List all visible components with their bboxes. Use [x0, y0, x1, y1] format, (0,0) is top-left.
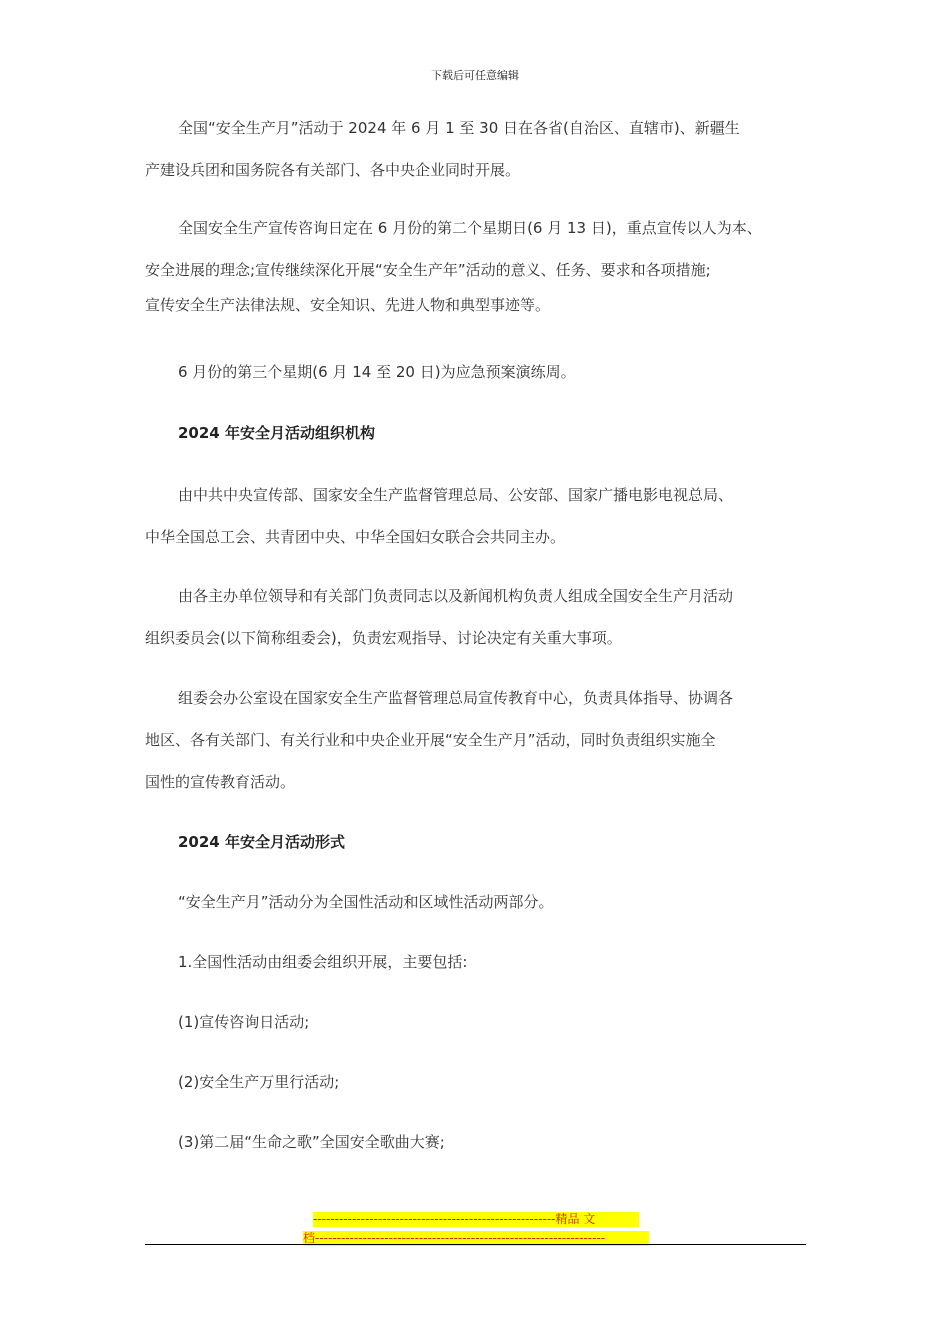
paragraph-activity-split	[145, 881, 810, 923]
text-line: 全国安全生产宣传咨询日定在 6 月份的第二个星期日(6 月 13 日)，重点宣传以人为本、	[178, 219, 762, 237]
list-item	[145, 1121, 810, 1163]
list-item-text: (3)第二届“生命之歌”全国安全歌曲大赛;	[178, 1133, 445, 1151]
text-line: 1.全国性活动由组委会组织开展，主要包括:	[178, 953, 468, 971]
footer-line: 档-------------------------------------------------------------------	[303, 1231, 649, 1246]
text-line: 组织委员会(以下简称组委会)，负责宏观指导、讨论决定有关重大事项。	[145, 629, 622, 647]
text-line: 中华全国总工会、共青团中央、中华全国妇女联合会共同主办。	[145, 528, 566, 546]
section-heading-organization	[145, 412, 810, 454]
list-item-text: (2)安全生产万里行活动;	[178, 1073, 340, 1091]
page-header: 下载后可任意编辑	[431, 69, 519, 82]
paragraph-activity-dates	[145, 107, 810, 191]
list-item-text: (1)宣传咨询日活动;	[178, 1013, 310, 1031]
paragraph-organizers	[145, 474, 810, 558]
footer-line: --------------------------------------------------------精品 文	[313, 1212, 639, 1227]
text-line: 地区、各有关部门、有关行业和中央企业开展“安全生产月”活动，同时负责组织实施全	[145, 731, 716, 749]
text-line: 由中共中央宣传部、国家安全生产监督管理总局、公安部、国家广播电影电视总局、	[178, 486, 734, 504]
list-item	[145, 1061, 810, 1103]
text-line: 全国“安全生产月”活动于 2024 年 6 月 1 至 30 日在各省(自治区、直辖市)、新疆生	[178, 119, 740, 137]
paragraph-committee	[145, 575, 810, 659]
text-line: “安全生产月”活动分为全国性活动和区域性活动两部分。	[178, 893, 554, 911]
paragraph-drill-week	[145, 351, 810, 393]
paragraph-consultation-day	[145, 207, 810, 319]
section-heading-activity-forms	[145, 821, 810, 863]
list-item	[145, 1001, 810, 1043]
text-line: 安全进展的理念;宣传继续深化开展“安全生产年”活动的意义、任务、要求和各项措施;	[145, 261, 711, 279]
heading-text: 2024 年安全月活动形式	[178, 833, 345, 851]
text-line: 宣传安全生产法律法规、安全知识、先进人物和典型事迹等。	[145, 296, 551, 314]
heading-text: 2024 年安全月活动组织机构	[178, 424, 375, 442]
text-line: 国性的宣传教育活动。	[145, 773, 296, 791]
paragraph-committee-office	[145, 677, 810, 803]
footer-divider	[145, 1244, 806, 1245]
text-line: 产建设兵团和国务院各有关部门、各中央企业同时开展。	[145, 161, 521, 179]
text-line: 组委会办公室设在国家安全生产监督管理总局宣传教育中心，负责具体指导、协调各	[178, 689, 734, 707]
text-line: 由各主办单位领导和有关部门负责同志以及新闻机构负责人组成全国安全生产月活动	[178, 587, 734, 605]
paragraph-national-activities	[145, 941, 810, 983]
text-line: 6 月份的第三个星期(6 月 14 至 20 日)为应急预案演练周。	[178, 363, 576, 381]
